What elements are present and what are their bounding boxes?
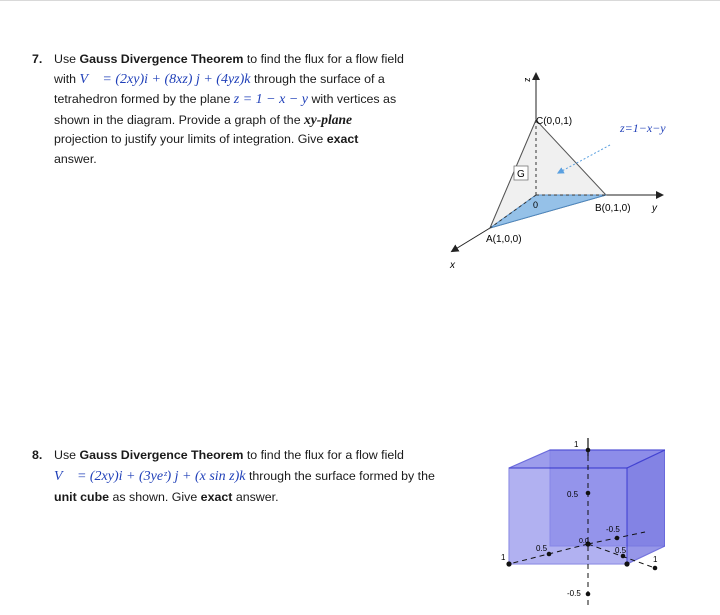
plane-label: z=1−x−y bbox=[620, 121, 666, 135]
vertex-c-label: C(0,0,1) bbox=[536, 116, 573, 127]
page-top-rule bbox=[0, 0, 720, 1]
g-label: G bbox=[517, 169, 525, 180]
problem-8-number: 8. bbox=[32, 448, 43, 462]
tick-x-0-5 bbox=[547, 552, 552, 557]
exact-term: exact bbox=[200, 490, 233, 504]
tick-y-neg bbox=[615, 536, 620, 541]
tick-z-top-label: 1 bbox=[574, 440, 579, 449]
problem-7-number: 7. bbox=[32, 52, 43, 66]
unit-cube-term: unit cube bbox=[54, 490, 110, 504]
problem-7-line-5 bbox=[54, 130, 358, 150]
text: Use bbox=[54, 448, 80, 462]
text: shown in the diagram. Provide a graph of the bbox=[54, 113, 305, 127]
x-axis bbox=[454, 228, 490, 250]
text: tetrahedron formed by the plane bbox=[54, 92, 234, 106]
cube-front-face bbox=[509, 468, 627, 564]
plane-formula: z = 1 − x − y bbox=[233, 92, 308, 107]
tick-y-half-label: 0.5 bbox=[615, 546, 627, 555]
tetrahedron-diagram bbox=[440, 60, 690, 280]
tick-z-half-label: 0.5 bbox=[567, 490, 579, 499]
vector-field-formula: V⃗ = (2xy)i + (3yeᶻ) j + (x sin z)k bbox=[54, 469, 246, 484]
vector-field-formula: V⃗ = (2xy)i + (8xz) j + (4yz)k bbox=[79, 72, 251, 87]
text: through the surface of a bbox=[250, 72, 385, 86]
z-axis-label: z bbox=[522, 77, 532, 82]
xy-plane-term: xy-plane bbox=[304, 112, 353, 127]
text: projection to justify your limits of integration. Give bbox=[54, 132, 327, 146]
text: to find the flux for a flow field bbox=[243, 52, 404, 66]
exact-term: exact bbox=[326, 132, 359, 146]
vertex-a-label: A(1,0,0) bbox=[486, 234, 522, 245]
tick-x-half-label: 0.5 bbox=[536, 544, 548, 553]
origin-label: 0 bbox=[533, 200, 539, 210]
text: to find the flux for a flow field bbox=[243, 448, 404, 462]
problem-7-line-6 bbox=[54, 150, 97, 170]
problem-7-line-4 bbox=[54, 110, 352, 131]
problem-8-line-1 bbox=[54, 446, 404, 466]
cube-right-face bbox=[627, 450, 665, 564]
corner-dot bbox=[624, 561, 629, 566]
y-axis-label: y bbox=[652, 203, 657, 214]
vertex-b-label: B(0,1,0) bbox=[595, 203, 631, 214]
problem-8-line-2 bbox=[54, 467, 435, 487]
text: through the surface formed by the bbox=[245, 469, 435, 483]
text: answer. bbox=[232, 490, 279, 504]
tick-x-one-label: 1 bbox=[501, 553, 506, 562]
text: with bbox=[54, 72, 80, 86]
text: Use bbox=[54, 52, 80, 66]
tick-y-neg-label: -0.5 bbox=[606, 525, 620, 534]
origin-label: 0.0 bbox=[579, 538, 589, 545]
x-axis-label: x bbox=[450, 260, 455, 271]
tick-z-0-5 bbox=[586, 491, 591, 496]
problem-7-line-3 bbox=[54, 90, 396, 110]
text: as shown. Give bbox=[109, 490, 201, 504]
problem-7-line-1 bbox=[54, 50, 404, 70]
tick-y-one-label: 1 bbox=[653, 555, 658, 564]
text: with vertices as bbox=[308, 92, 397, 106]
tick-z-neg-label: -0.5 bbox=[567, 589, 581, 598]
unit-cube-diagram bbox=[495, 438, 665, 610]
tick-z-neg bbox=[586, 592, 591, 597]
theorem-name: Gauss Divergence Theorem bbox=[79, 448, 244, 462]
problem-7-line-2 bbox=[54, 70, 385, 90]
text: answer. bbox=[54, 152, 97, 166]
theorem-name: Gauss Divergence Theorem bbox=[79, 52, 244, 66]
tick-y-1 bbox=[653, 566, 658, 571]
tick-z-1 bbox=[586, 448, 591, 453]
tick-x-1 bbox=[506, 561, 511, 566]
problem-8-line-3 bbox=[54, 488, 279, 508]
